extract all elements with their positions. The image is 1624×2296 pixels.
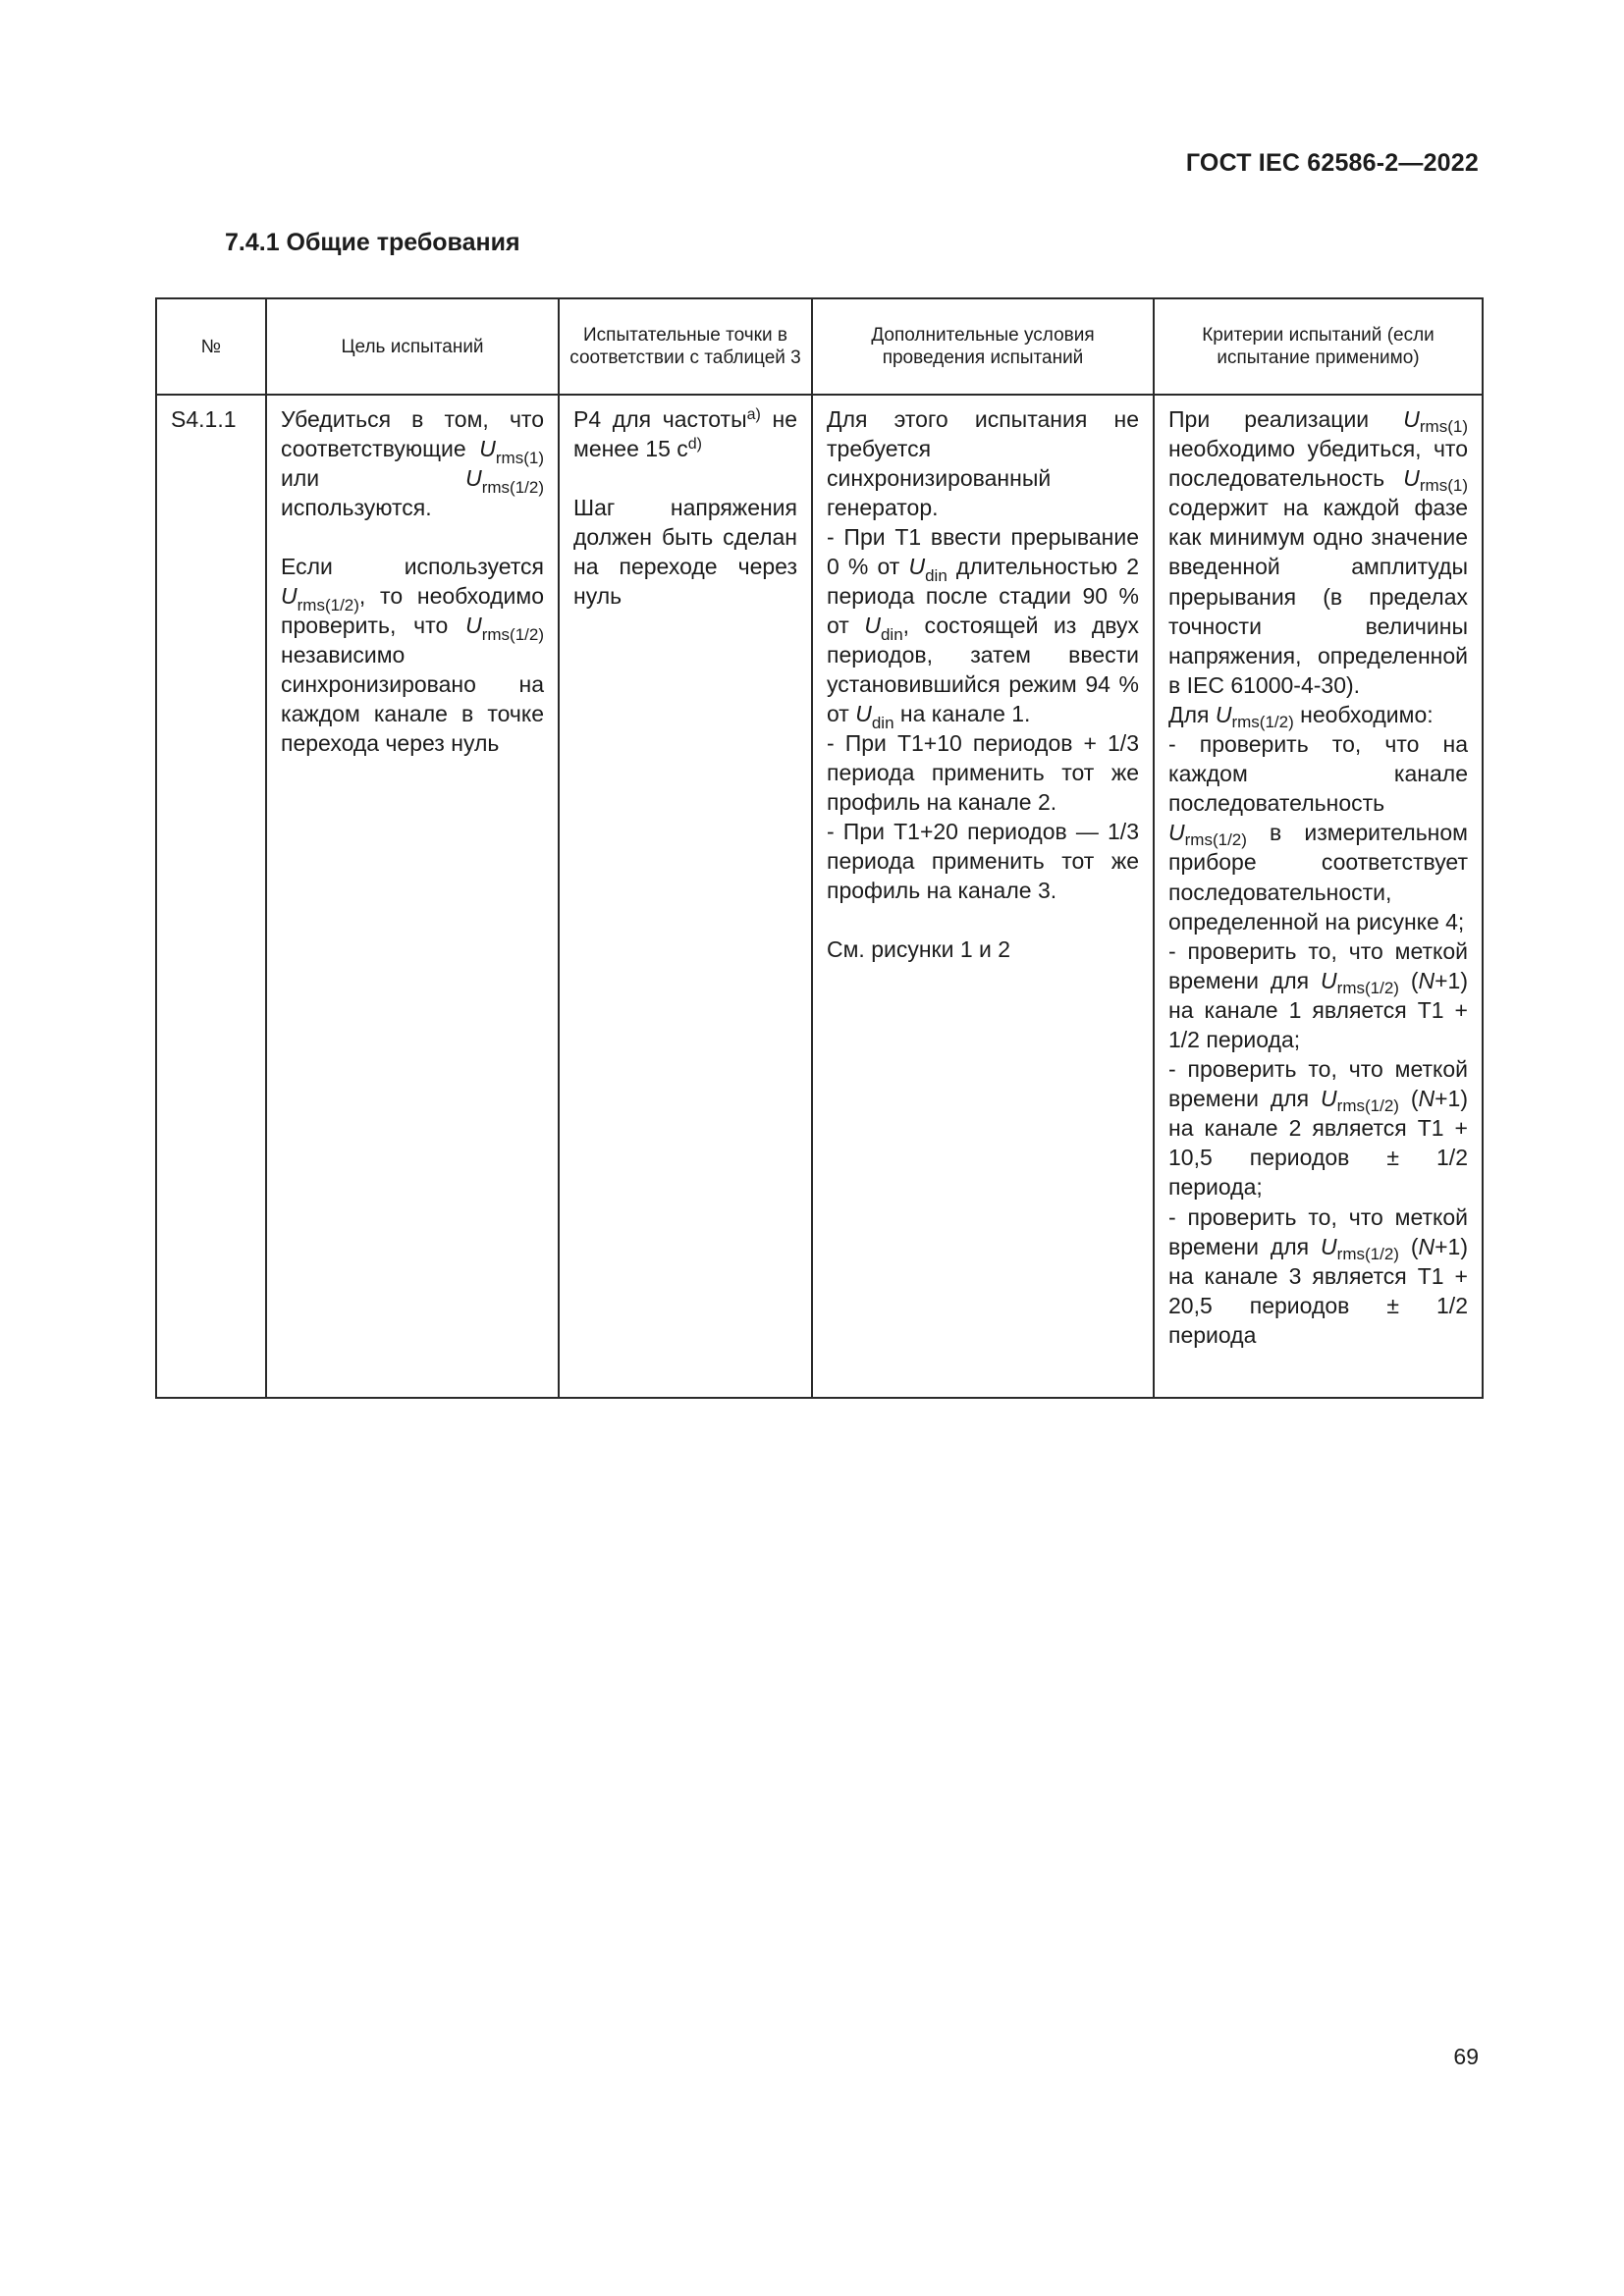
table-row [156, 395, 1483, 1398]
cell-criteria [1154, 395, 1483, 1398]
goal-paragraph-1: Убедиться в том, что соответствующие $U_{rms(1)}$ или $U_{rms(1/2)}$ используются. [281, 406, 544, 520]
conditions-paragraph-1: Для этого испытания не требуется синхронизированный генератор. [827, 406, 1139, 520]
column-header-points: Испытательные точки в соответствии с таблицей 3 [559, 298, 812, 395]
goal-paragraph-2: Если используется $U_{rms(1/2)}$, то необходимо проверить, что $U_{rms(1/2)}$ независимо синхронизировано на каждом канале в точке перехода через нуль [281, 554, 544, 756]
conditions-paragraph-2: - При Т1 ввести прерывание 0 % от $U_{din}$ длительностью 2 периода после стадии 90 % от $U_{din}$, состоящей из двух периодов, затем ввести установившийся режим 94 % от $U_{din}$ на канале 1. [827, 524, 1139, 732]
criteria-paragraph-1: При реализации $U_{rms(1)}$ необходимо убедиться, что последовательность $U_{rms(1)}$ содержит на каждой фазе как минимум одно значение введенной амплитуды прерывания (в пределах точности величины напряжения, определенной в IEC 61000-4-30). [1168, 406, 1468, 698]
criteria-paragraph-3: - проверить то, что на каждом канале последовательность $U_{rms(1/2)}$ в измерительном приборе соответствует последовательности, определенной на рисунке 4; [1168, 731, 1468, 934]
cell-num: S4.1.1 [156, 395, 266, 1398]
column-header-goal: Цель испытаний [266, 298, 559, 395]
points-paragraph-1: P4 для частоты$^{a)}$ не менее 15 $с^{d)}$ [573, 406, 797, 461]
criteria-paragraph-6: - проверить то, что меткой времени для $U_{rms(1/2)}$ (N+1) на канале 3 является Т1 + 20,5 периодов ± 1/2 периода [1168, 1203, 1468, 1348]
conditions-paragraph-4: - При Т1+20 периодов — 1/3 периода применить тот же профиль на канале 3. [827, 819, 1139, 903]
conditions-paragraph-5: См. рисунки 1 и 2 [827, 936, 1011, 962]
page-number: 69 [1453, 2044, 1479, 2069]
criteria-paragraph-4: - проверить то, что меткой времени для $U_{rms(1/2)}$ (N+1) на канале 1 является Т1 + 1/2 периода; [1168, 937, 1468, 1052]
cell-conditions [812, 395, 1154, 1398]
conditions-paragraph-3: - При Т1+10 периодов + 1/3 периода применить тот же профиль на канале 2. [827, 730, 1139, 815]
criteria-paragraph-2: Для $U_{rms(1/2)}$ необходимо: [1168, 701, 1434, 731]
points-paragraph-2: Шаг напряжения должен быть сделан на переходе через нуль [573, 495, 797, 609]
cell-points [559, 395, 812, 1398]
cell-goal [266, 395, 559, 1398]
document-code: ГОСТ IEC 62586-2—2022 [1185, 149, 1479, 177]
criteria-paragraph-5: - проверить то, что меткой времени для $U_{rms(1/2)}$ (N+1) на канале 2 является Т1 + 10,5 периодов ± 1/2 периода; [1168, 1056, 1468, 1201]
table-header-row [156, 298, 1483, 395]
column-header-conditions: Дополнительные условия проведения испытаний [812, 298, 1154, 395]
column-header-criteria: Критерии испытаний (если испытание применимо) [1154, 298, 1483, 395]
requirements-table [155, 297, 1484, 1399]
column-header-num: № [156, 298, 266, 395]
section-title: 7.4.1 Общие требования [225, 229, 520, 256]
